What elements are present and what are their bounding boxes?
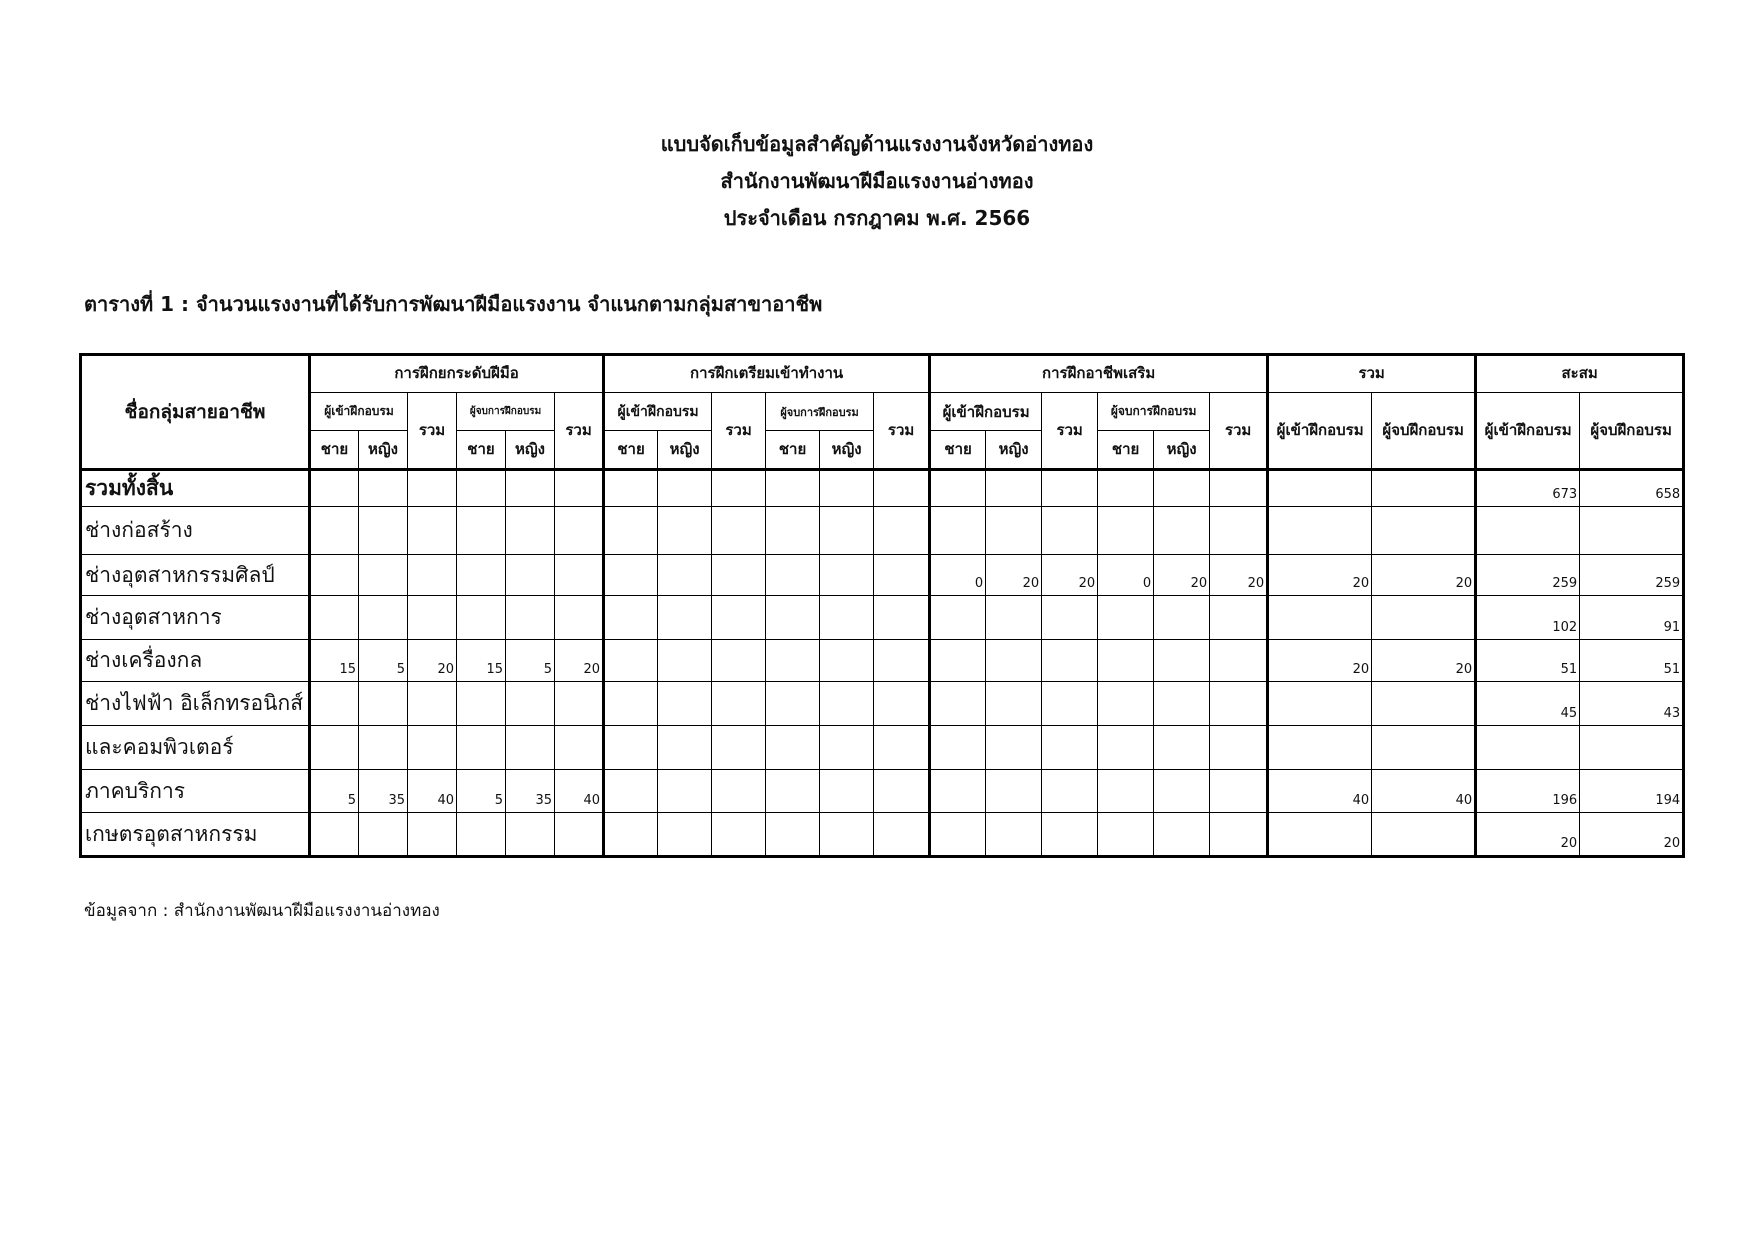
table-cell: 20: [1580, 813, 1684, 857]
table-cell: [1372, 507, 1476, 555]
table-cell: [1210, 813, 1268, 857]
table-cell: [930, 726, 986, 770]
table-cell: [359, 682, 408, 726]
table-row: [81, 682, 1684, 726]
table-cell: 35: [359, 770, 408, 813]
table-cell: [1042, 596, 1098, 640]
table-cell: 5: [359, 640, 408, 682]
table-cell: 102: [1476, 596, 1580, 640]
table-cell: [766, 770, 820, 813]
table-cell: [986, 726, 1042, 770]
table-cell: [310, 470, 359, 507]
table-cell: [1210, 682, 1268, 726]
table-cell: [1154, 726, 1210, 770]
table-cell: [820, 555, 874, 596]
report-header: [0, 126, 1754, 237]
table-cell: [1154, 507, 1210, 555]
female-header: หญิง: [820, 431, 874, 470]
table-cell: [359, 726, 408, 770]
table-cell: [986, 682, 1042, 726]
table-cell: [506, 555, 555, 596]
table-cell: [766, 555, 820, 596]
table-cell: [712, 813, 766, 857]
table-cell: [1210, 470, 1268, 507]
occupation-group-name: รวมทั้งสิ้น: [81, 470, 310, 507]
table-cell: [1042, 726, 1098, 770]
table-cell: 658: [1580, 470, 1684, 507]
table-cell: [408, 596, 457, 640]
male-header: ชาย: [766, 431, 820, 470]
table-cell: [874, 682, 930, 726]
table-cell: [874, 726, 930, 770]
table-cell: 20: [986, 555, 1042, 596]
occupation-group-name: ช่างอุตสาหกรรมศิลป์: [81, 555, 310, 596]
table-cell: [1580, 507, 1684, 555]
table-cell: 43: [1580, 682, 1684, 726]
table-cell: [1154, 770, 1210, 813]
male-header: ชาย: [1098, 431, 1154, 470]
occupation-group-name: ช่างอุตสาหการ: [81, 596, 310, 640]
table-cell: [359, 596, 408, 640]
table-cell: [658, 470, 712, 507]
table-cell: [310, 596, 359, 640]
table-cell: [1476, 507, 1580, 555]
table-cell: [1210, 726, 1268, 770]
table-cell: [1098, 813, 1154, 857]
table-cell: [1372, 813, 1476, 857]
table-cell: 91: [1580, 596, 1684, 640]
table-cell: [712, 555, 766, 596]
table-cell: [1476, 726, 1580, 770]
table-cell: [1210, 770, 1268, 813]
table-cell: [712, 470, 766, 507]
table-cell: [874, 640, 930, 682]
table-cell: [1154, 682, 1210, 726]
table-cell: [874, 470, 930, 507]
table-cell: [930, 813, 986, 857]
table-cell: [874, 507, 930, 555]
skill-graduates-header: ผู้จบการฝึกอบรม: [457, 393, 555, 431]
cumulative-graduates-header: ผู้จบฝึกอบรม: [1580, 393, 1684, 470]
table-cell: [658, 726, 712, 770]
table-cell: [986, 813, 1042, 857]
table-cell: [766, 726, 820, 770]
table-cell: [1154, 640, 1210, 682]
table-cell: [874, 596, 930, 640]
table-row: [81, 813, 1684, 857]
table-cell: [457, 555, 506, 596]
table-cell: [457, 682, 506, 726]
table-cell: [457, 726, 506, 770]
table-cell: [930, 770, 986, 813]
table-row: [81, 507, 1684, 555]
table-cell: 194: [1580, 770, 1684, 813]
table-cell: [820, 813, 874, 857]
table-cell: [712, 726, 766, 770]
table-cell: [820, 507, 874, 555]
table-cell: [1042, 770, 1098, 813]
table-cell: [1268, 726, 1372, 770]
table-cell: [766, 596, 820, 640]
table-cell: [1154, 813, 1210, 857]
occupation-group-name: ภาคบริการ: [81, 770, 310, 813]
table-cell: [712, 507, 766, 555]
table-cell: [408, 555, 457, 596]
table-cell: [604, 813, 658, 857]
table-cell: [604, 770, 658, 813]
table-cell: [712, 770, 766, 813]
prep-trainees-sum-header: รวม: [712, 393, 766, 470]
table-cell: [1098, 640, 1154, 682]
table-cell: [1210, 596, 1268, 640]
table-cell: [359, 507, 408, 555]
table-row: [81, 640, 1684, 682]
female-header: หญิง: [1154, 431, 1210, 470]
table-cell: [712, 596, 766, 640]
table-cell: [310, 555, 359, 596]
table-cell: 40: [408, 770, 457, 813]
occupation-group-name: และคอมพิวเตอร์: [81, 726, 310, 770]
table-cell: [1268, 470, 1372, 507]
table-cell: 0: [1098, 555, 1154, 596]
table-cell: [1098, 596, 1154, 640]
report-period: ประจำเดือน กรกฎาคม พ.ศ. 2566: [723, 206, 1031, 230]
skill-trainees-header: ผู้เข้าฝึกอบรม: [310, 393, 408, 431]
skill-trainees-sum-header: รวม: [408, 393, 457, 470]
table-cell: 20: [1372, 640, 1476, 682]
cumulative-trainees-header: ผู้เข้าฝึกอบรม: [1476, 393, 1580, 470]
table-cell: 5: [310, 770, 359, 813]
table-cell: [457, 507, 506, 555]
table-cell: [1372, 470, 1476, 507]
table-cell: [408, 726, 457, 770]
table-head: [81, 355, 1684, 470]
table-cell: [310, 682, 359, 726]
table-cell: [930, 682, 986, 726]
table-cell: [555, 507, 604, 555]
table-cell: 51: [1476, 640, 1580, 682]
table-cell: [1042, 682, 1098, 726]
female-header: หญิง: [658, 431, 712, 470]
table-cell: [658, 813, 712, 857]
total-header: รวม: [1268, 355, 1476, 393]
occupation-group-name: ช่างไฟฟ้า อิเล็กทรอนิกส์: [81, 682, 310, 726]
female-header: หญิง: [506, 431, 555, 470]
table-cell: [1372, 682, 1476, 726]
table-cell: [658, 640, 712, 682]
table-cell: 20: [1476, 813, 1580, 857]
table-cell: [1098, 470, 1154, 507]
female-header: หญิง: [359, 431, 408, 470]
table-cell: 20: [1210, 555, 1268, 596]
table-cell: [1042, 470, 1098, 507]
table-row: [81, 596, 1684, 640]
table-cell: [874, 813, 930, 857]
table-cell: [506, 726, 555, 770]
table-cell: [930, 640, 986, 682]
table-row: [81, 770, 1684, 813]
table-cell: 35: [506, 770, 555, 813]
table-cell: 5: [506, 640, 555, 682]
office-name: สำนักงานพัฒนาฝีมือแรงงานอ่างทอง: [720, 169, 1034, 193]
table-cell: [1268, 507, 1372, 555]
table-cell: [712, 640, 766, 682]
table-body: [81, 470, 1684, 857]
occupation-group-name: ช่างก่อสร้าง: [81, 507, 310, 555]
table-cell: 20: [555, 640, 604, 682]
table-cell: [1580, 726, 1684, 770]
prep-graduates-header: ผู้จบการฝึกอบรม: [766, 393, 874, 431]
skill-upgrade-header: การฝึกยกระดับฝีมือ: [310, 355, 604, 393]
table-cell: 0: [930, 555, 986, 596]
male-header: ชาย: [310, 431, 359, 470]
table-cell: [712, 682, 766, 726]
table-cell: [1042, 507, 1098, 555]
table-cell: [555, 555, 604, 596]
table-cell: [359, 813, 408, 857]
table-cell: [1098, 507, 1154, 555]
male-header: ชาย: [457, 431, 506, 470]
extra-graduates-header: ผู้จบการฝึกอบรม: [1098, 393, 1210, 431]
table-cell: [604, 726, 658, 770]
table-cell: [658, 555, 712, 596]
table-cell: 51: [1580, 640, 1684, 682]
table-cell: [555, 726, 604, 770]
table-cell: [1042, 813, 1098, 857]
table-cell: [986, 470, 1042, 507]
table-cell: [1210, 507, 1268, 555]
skill-graduates-sum-header: รวม: [555, 393, 604, 470]
table-cell: [506, 470, 555, 507]
table-cell: [1268, 596, 1372, 640]
table-cell: 40: [555, 770, 604, 813]
occupation-group-name: เกษตรอุตสาหกรรม: [81, 813, 310, 857]
table-cell: [1268, 813, 1372, 857]
table-cell: [874, 770, 930, 813]
table-cell: 673: [1476, 470, 1580, 507]
table-cell: [604, 640, 658, 682]
table-cell: [820, 770, 874, 813]
extra-graduates-sum-header: รวม: [1210, 393, 1268, 470]
table-cell: [1098, 682, 1154, 726]
table-cell: 20: [1268, 640, 1372, 682]
table-cell: [555, 813, 604, 857]
table-row: [81, 726, 1684, 770]
table-cell: 40: [1372, 770, 1476, 813]
table-cell: [986, 640, 1042, 682]
occupation-group-header: ชื่อกลุ่มสายอาชีพ: [81, 355, 310, 470]
table-cell: 20: [1042, 555, 1098, 596]
prep-trainees-header: ผู้เข้าฝึกอบรม: [604, 393, 712, 431]
table-cell: [1098, 726, 1154, 770]
table-cell: [820, 640, 874, 682]
table-cell: 45: [1476, 682, 1580, 726]
table-cell: 20: [1154, 555, 1210, 596]
table-cell: [408, 813, 457, 857]
table-cell: [986, 507, 1042, 555]
total-graduates-header: ผู้จบฝึกอบรม: [1372, 393, 1476, 470]
table-cell: [1042, 640, 1098, 682]
table-cell: 259: [1580, 555, 1684, 596]
table-cell: [310, 726, 359, 770]
table-cell: [1154, 470, 1210, 507]
table-cell: [820, 470, 874, 507]
table-cell: [766, 640, 820, 682]
supplementary-header: การฝึกอาชีพเสริม: [930, 355, 1268, 393]
extra-trainees-header: ผู้เข้าฝึกอบรม: [930, 393, 1042, 431]
table-cell: 20: [408, 640, 457, 682]
table-caption: ตารางที่ 1 : จำนวนแรงงานที่ได้รับการพัฒนาฝีมือแรงงาน จำแนกตามกลุ่มสาขาอาชีพ: [84, 292, 823, 316]
table-cell: [1154, 596, 1210, 640]
extra-trainees-sum-header: รวม: [1042, 393, 1098, 470]
total-trainees-header: ผู้เข้าฝึกอบรม: [1268, 393, 1372, 470]
prep-graduates-sum-header: รวม: [874, 393, 930, 470]
table-cell: [766, 682, 820, 726]
table-cell: 40: [1268, 770, 1372, 813]
cumulative-header: สะสม: [1476, 355, 1684, 393]
occupation-group-name: ช่างเครื่องกล: [81, 640, 310, 682]
table-cell: [408, 682, 457, 726]
table-cell: [604, 507, 658, 555]
table-cell: [310, 507, 359, 555]
table-cell: [506, 682, 555, 726]
table-cell: [359, 470, 408, 507]
table-cell: [457, 596, 506, 640]
table-cell: [555, 682, 604, 726]
table-cell: 5: [457, 770, 506, 813]
table-cell: [457, 813, 506, 857]
table-cell: 20: [1268, 555, 1372, 596]
table-cell: [658, 770, 712, 813]
table-cell: [555, 596, 604, 640]
table-cell: [604, 682, 658, 726]
table-cell: [506, 813, 555, 857]
table-cell: [506, 596, 555, 640]
table-cell: [555, 470, 604, 507]
female-header: หญิง: [986, 431, 1042, 470]
table-cell: [1210, 640, 1268, 682]
table-cell: 196: [1476, 770, 1580, 813]
table-cell: [766, 507, 820, 555]
table-cell: [408, 507, 457, 555]
header-row-groups: [81, 355, 1684, 393]
table-cell: [874, 555, 930, 596]
report-title: แบบจัดเก็บข้อมูลสำคัญด้านแรงงานจังหวัดอ่างทอง: [660, 132, 1094, 156]
table-cell: [766, 470, 820, 507]
table-cell: 15: [310, 640, 359, 682]
male-header: ชาย: [604, 431, 658, 470]
table-cell: [1372, 726, 1476, 770]
table-cell: [658, 507, 712, 555]
table-cell: [1268, 682, 1372, 726]
table-cell: [506, 507, 555, 555]
table-cell: [408, 470, 457, 507]
table-cell: [1098, 770, 1154, 813]
table-cell: [359, 555, 408, 596]
table-cell: [658, 682, 712, 726]
table-cell: [986, 770, 1042, 813]
table-cell: [986, 596, 1042, 640]
table-cell: [658, 596, 712, 640]
table-cell: [604, 555, 658, 596]
table-cell: [766, 813, 820, 857]
grand-total-row: [81, 470, 1684, 507]
table-row: [81, 555, 1684, 596]
table-cell: [457, 470, 506, 507]
data-source-note: ข้อมูลจาก : สำนักงานพัฒนาฝีมือแรงงานอ่างทอง: [84, 901, 440, 921]
table-cell: [1372, 596, 1476, 640]
table-cell: [604, 470, 658, 507]
table-cell: [930, 507, 986, 555]
table-cell: [820, 726, 874, 770]
table-cell: 259: [1476, 555, 1580, 596]
table-cell: 15: [457, 640, 506, 682]
table-cell: [930, 596, 986, 640]
training-table: [79, 353, 1685, 858]
table-cell: [930, 470, 986, 507]
pre-employment-header: การฝึกเตรียมเข้าทำงาน: [604, 355, 930, 393]
table-cell: 20: [1372, 555, 1476, 596]
table-cell: [820, 596, 874, 640]
male-header: ชาย: [930, 431, 986, 470]
table-cell: [310, 813, 359, 857]
table-cell: [820, 682, 874, 726]
header-row-sub: [81, 393, 1684, 431]
table-cell: [604, 596, 658, 640]
